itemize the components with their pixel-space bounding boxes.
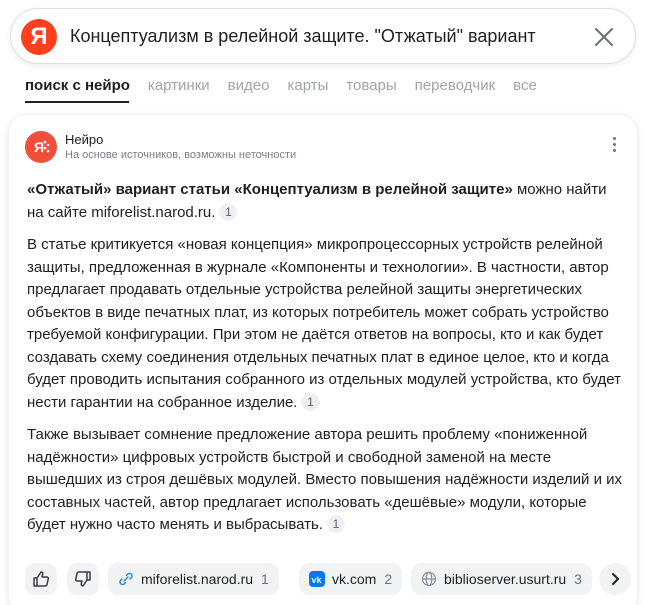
chevron-right-icon[interactable] — [599, 563, 631, 595]
neuro-answer-card — [9, 115, 637, 605]
tab-translator[interactable]: переводчик — [414, 77, 496, 94]
answer-paragraph-1 — [27, 179, 625, 224]
answer-paragraph-2 — [27, 234, 625, 414]
tab-neuro-search[interactable]: поиск с нейро — [25, 77, 130, 94]
thumbs-down-icon[interactable] — [67, 563, 99, 595]
source-ref-badge[interactable]: 1 — [301, 393, 319, 411]
tab-all[interactable]: все — [513, 77, 537, 94]
assistant-disclaimer: На основе источников, возможны неточности — [65, 149, 297, 161]
vk-icon — [309, 571, 325, 587]
broken-link-icon — [118, 571, 134, 587]
tab-maps[interactable]: карты — [287, 77, 329, 94]
source-count: 3 — [574, 571, 582, 587]
yandex-logo[interactable]: Я — [21, 19, 57, 55]
source-count: 1 — [261, 571, 269, 587]
search-bar[interactable] — [10, 8, 636, 64]
clear-icon[interactable] — [593, 26, 615, 48]
answer-text — [27, 179, 625, 547]
search-tabs — [25, 77, 555, 99]
source-ref-badge[interactable]: 1 — [219, 203, 237, 221]
svg-text:Я: Я — [34, 139, 45, 155]
assistant-name: Нейро — [65, 132, 104, 147]
neuro-avatar-icon — [25, 131, 57, 163]
answer-paragraph-3 — [27, 424, 625, 537]
tab-images[interactable]: картинки — [147, 77, 210, 94]
globe-icon — [421, 571, 437, 587]
source-name: biblioserver.usurt.ru — [444, 571, 567, 587]
answer-paragraph-2-text: В статье критикуется «новая концепция» микропроцессорных устройств релейной защиты, предложенная в журнале «Компоненты и технологии». В частности, автор предлагает продавать отдельные устройства релейной защиты энергетических объектов в виде печатных плат, из которых потребитель может собрать устройство требуемой конфигурации. При этом не даётся ответов на вопросы, кто и как будет создавать схему соединения отдельных печатных плат в единое целое, кто и когда будет проводить испытания собранного из отдельных модулей устройства, кто будет нести гарантии на собранное изделие. — [27, 236, 622, 411]
source-count: 2 — [384, 571, 393, 587]
answer-paragraph-1-text: можно найти на сайте miforelist.narod.ru. — [27, 181, 607, 221]
thumbs-up-icon[interactable] — [25, 563, 57, 595]
tab-products[interactable]: товары — [346, 77, 397, 94]
source-ref-badge[interactable]: 1 — [327, 515, 345, 533]
answer-actions — [25, 563, 629, 595]
source-chip-miforelist[interactable] — [108, 563, 279, 595]
source-name: miforelist.narod.ru — [141, 571, 254, 587]
search-query[interactable]: Концептуализм в релейной защите. "Отжатый" вариант — [70, 26, 536, 46]
svg-text:vk: vk — [311, 575, 322, 585]
active-tab-indicator — [25, 101, 129, 103]
source-chip-vk[interactable] — [299, 563, 402, 595]
source-chip-biblioserver[interactable] — [411, 563, 592, 595]
answer-highlight: «Отжатый» вариант статьи «Концептуализм в релейной защите» — [27, 181, 513, 198]
tab-video[interactable]: видео — [227, 77, 270, 94]
source-name: vk.com — [332, 571, 377, 587]
answer-paragraph-3-text: Также вызывает сомнение предложение автора решить проблему «пониженной надёжности» цифровых устройств быстрой и свободной заменой на месте вышедших из строя дешёвых модулей. Вместо повышения надёжности изделий и их составных частей, автор предлагает использовать «дешёвые» модули, которые будет нужно часто менять и выбрасывать. — [27, 426, 623, 533]
more-options-icon[interactable] — [613, 137, 617, 155]
